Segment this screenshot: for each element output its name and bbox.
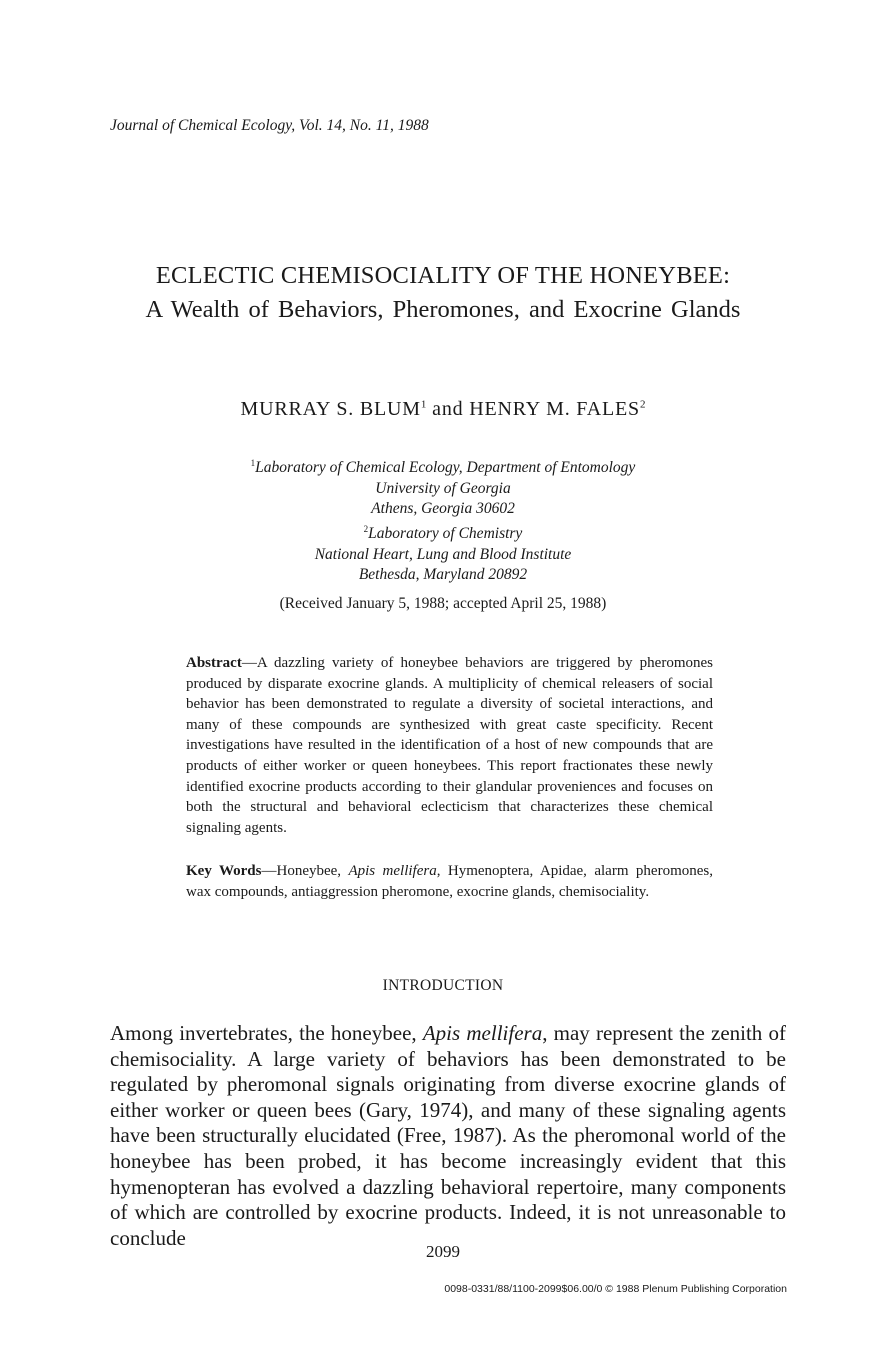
author-2-mark: 2 [639, 398, 646, 411]
key-words-italic: Apis mellifera [348, 863, 437, 879]
affiliation-line: Bethesda, Maryland 20892 [358, 566, 528, 584]
affiliation-2-line-1: Laboratory of Chemistry [368, 525, 523, 543]
author-2-name: HENRY M. FALES [469, 398, 640, 420]
title-line-1: ECLECTIC CHEMISOCIALITY OF THE HONEYBEE: [155, 262, 731, 289]
key-words-text-2: , Hymenoptera, Apidae, alarm pheromones, wax compounds, antiaggression pheromone, exocrine glands, chemisociality. [186, 863, 713, 900]
affiliation-line [0, 453, 886, 479]
abstract-label: Abstract [186, 655, 242, 671]
intro-text-2: , may represent the zenith of chemisociality. A large variety of behaviors has been demonstrated to be regulated by pheromonal signals originating from diverse exocrine glands of either worker or queen bees (Gary, 1974), and many of these signaling agents have been structurally elucidated (Free, 1987). As the pheromonal world of the honeybee has been probed, it has become increasingly evident that this hymenopteran has evolved a dazzling behavioral repertoire, many components of which are controlled by exocrine products. Indeed, it is not unreasonable to conclude [110, 1021, 786, 1250]
author-1-mark: 1 [420, 398, 427, 411]
page-number: 2099 [426, 1242, 460, 1261]
affiliation-1-line-1: Laboratory of Chemical Ecology, Department of Entomology [255, 459, 636, 477]
abstract [186, 653, 713, 838]
affiliation-line [0, 519, 886, 545]
affiliation-line: National Heart, Lung and Blood Institute [314, 545, 572, 563]
intro-italic: Apis mellifera [422, 1021, 543, 1045]
intro-text-1: Among invertebrates, the honeybee, [110, 1021, 423, 1045]
affiliations [0, 453, 886, 586]
author-1-name: MURRAY S. BLUM [240, 398, 421, 420]
affiliation-line: University of Georgia [375, 479, 511, 497]
key-words-text-1: —Honeybee, [261, 863, 349, 879]
journal-citation: Journal of Chemical Ecology, Vol. 14, No. 11, 1988 [110, 117, 429, 134]
affiliation-1-mark: 1 [250, 458, 256, 468]
key-words [186, 861, 713, 902]
affiliation-2-mark: 2 [363, 524, 369, 535]
introduction-paragraph [110, 1021, 786, 1251]
author-conjunction: and [426, 398, 470, 420]
affiliation-line: Athens, Georgia 30602 [371, 499, 515, 517]
key-words-label: Key Words [186, 863, 262, 879]
introduction-heading: INTRODUCTION [382, 977, 504, 994]
title-line-2: A Wealth of Behaviors, Pheromones, and Exocrine Glands [145, 296, 741, 323]
copyright-footer: 0098-0331/88/1100-2099$06.00/0 © 1988 Plenum Publishing Corporation [444, 1283, 787, 1295]
article-title [0, 262, 886, 324]
author-line [0, 398, 886, 421]
abstract-text: —A dazzling variety of honeybee behaviors are triggered by pheromones produced by disparate exocrine glands. A multiplicity of chemical releasers of social behavior has been demonstrated to regulate a diversity of societal interactions, and many of these compounds are synthesized with great caste specificity. Recent investigations have resulted in the identification of a host of new compounds that are products of either worker or queen honeybees. This report fractionates these newly identified exocrine products according to their glandular proveniences and focuses on both the structural and behavioral eclecticism that characterizes these chemical signaling agents. [186, 655, 713, 836]
received-dates: (Received January 5, 1988; accepted April 25, 1988) [279, 595, 607, 612]
